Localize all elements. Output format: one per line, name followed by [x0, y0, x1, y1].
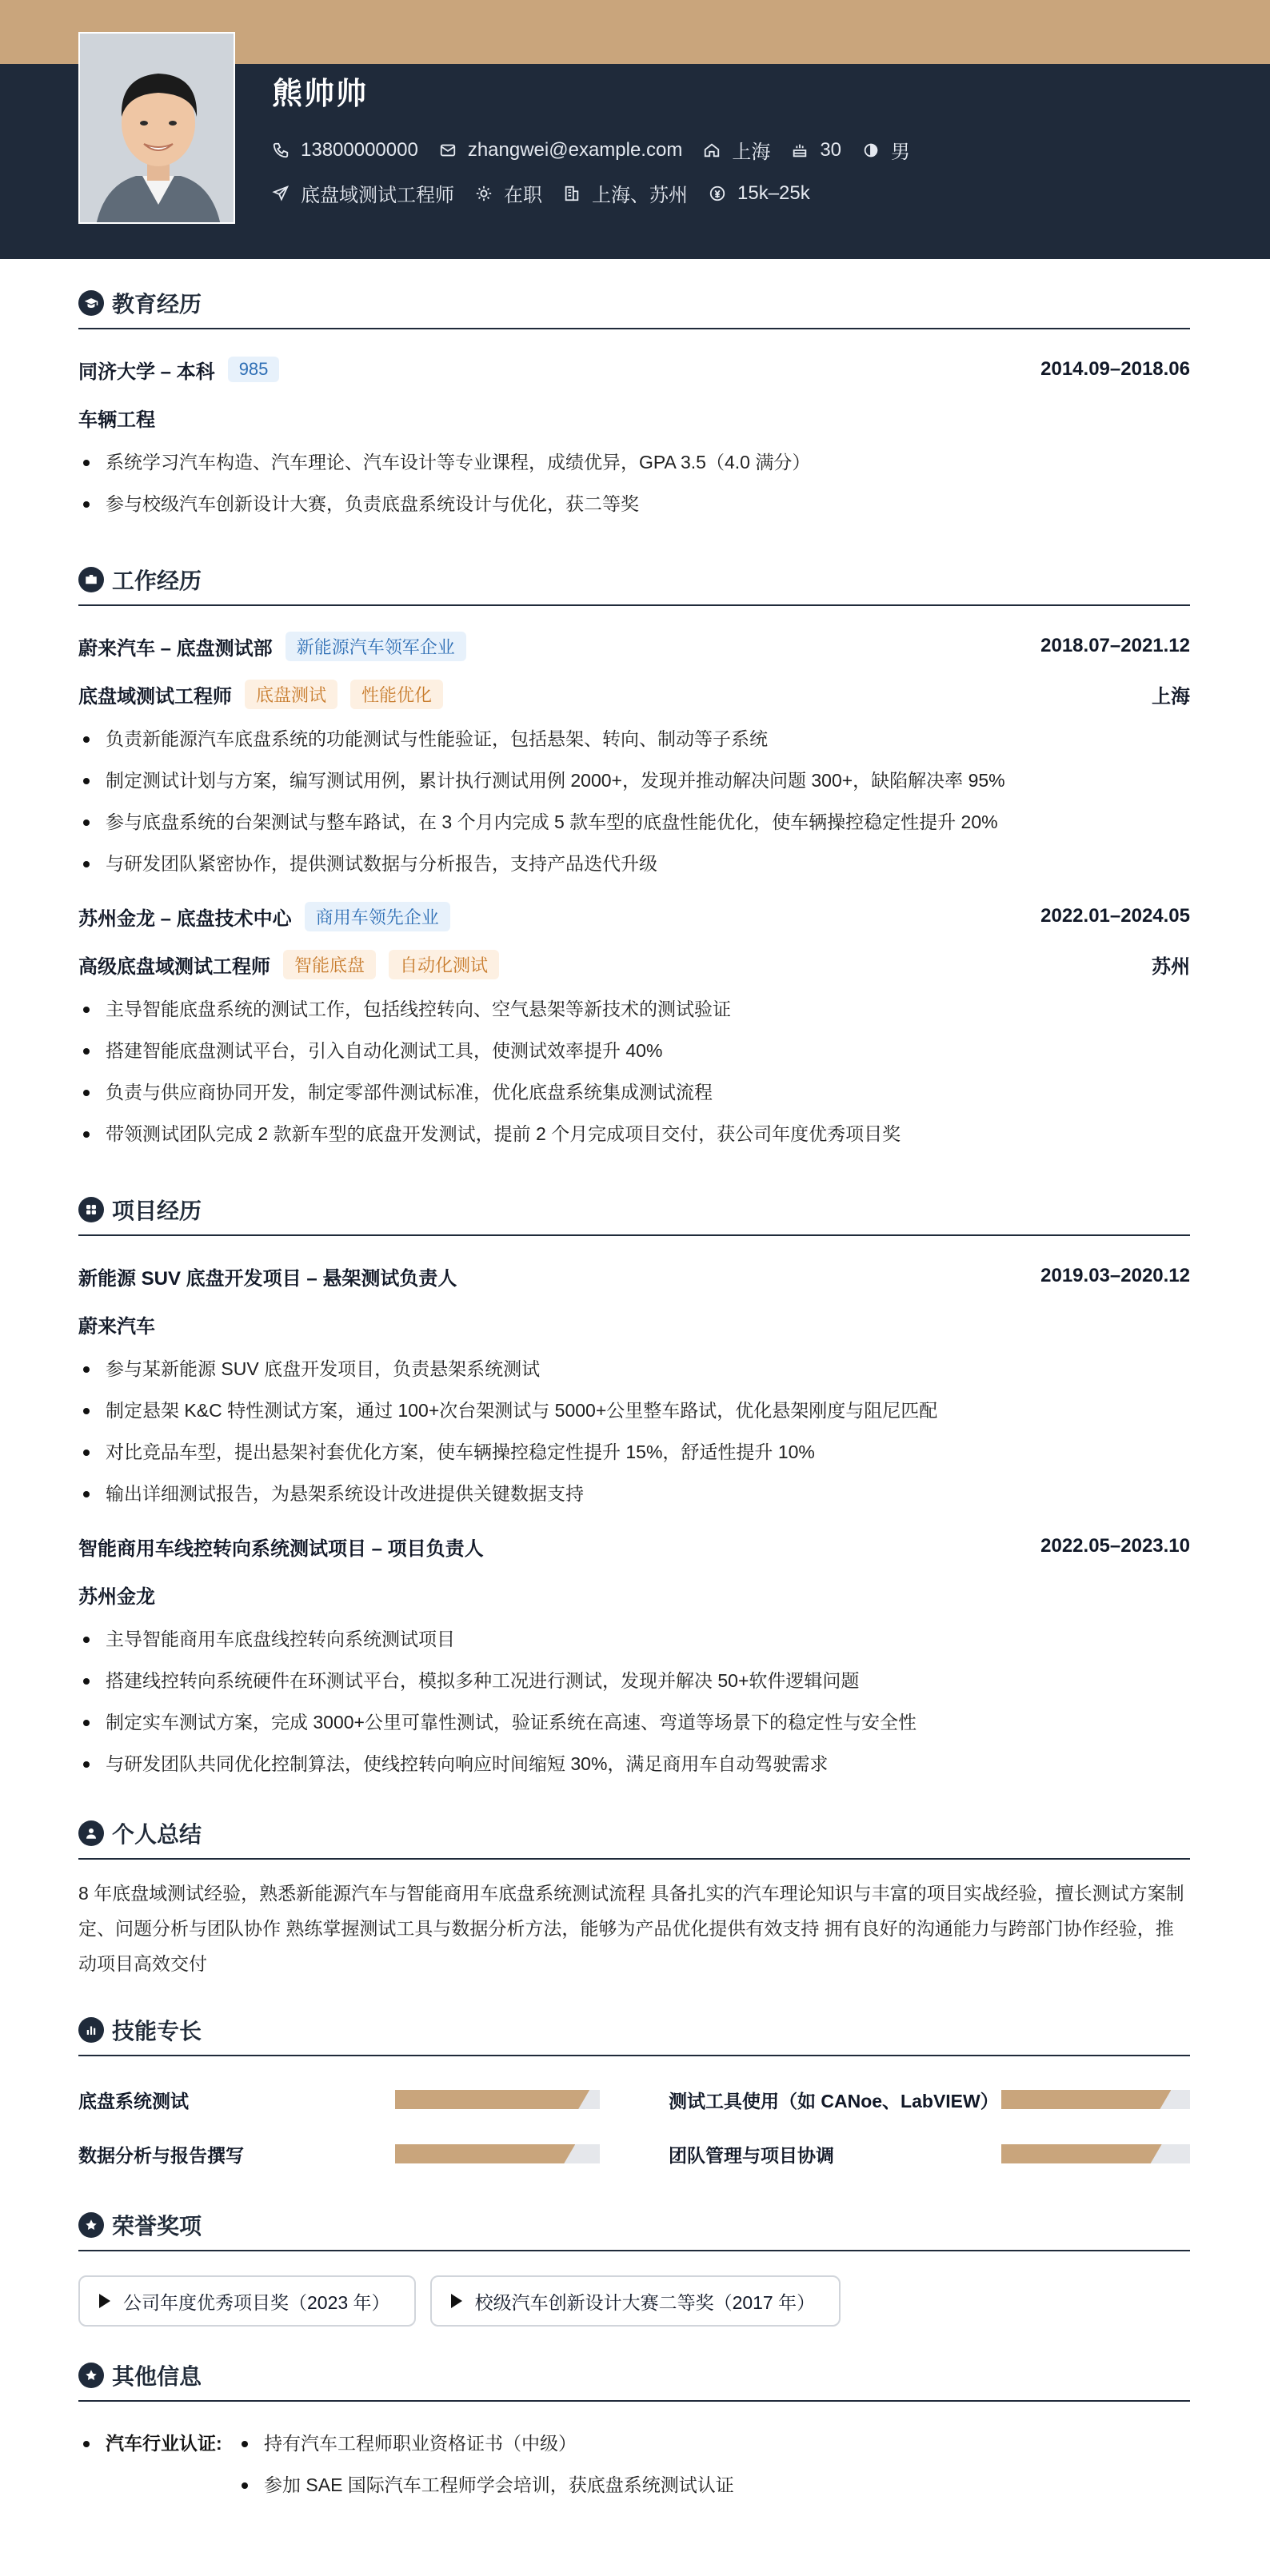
- summary-heading: [78, 1808, 1190, 1860]
- project-org: 苏州金龙: [78, 1585, 155, 1608]
- job-intent-row: [272, 179, 831, 207]
- company-name: 蔚来汽车 – 底盘测试部: [78, 637, 273, 660]
- chart-icon: [78, 2017, 104, 2043]
- summary-section: [78, 1808, 1190, 1981]
- age-item: [791, 139, 841, 161]
- work-bullets: [78, 718, 1190, 884]
- major-row: [78, 393, 1190, 441]
- skill-bar-fill: [395, 2090, 589, 2109]
- city-item: [703, 136, 770, 164]
- list-item: 参与校级汽车创新设计大赛，负责底盘系统设计与优化，获二等奖: [78, 483, 1190, 524]
- work-city: 上海: [1152, 685, 1190, 708]
- mail-icon: [439, 142, 457, 159]
- phone-item: [272, 139, 418, 161]
- role-tag: 性能优化: [350, 680, 443, 709]
- projects-heading: [78, 1185, 1190, 1236]
- work-city: 苏州: [1152, 955, 1190, 978]
- skill-label: 测试工具使用（如 CANoe、LabVIEW）: [669, 2090, 999, 2111]
- list-item: 制定悬架 K&C 特性测试方案，通过 100+次台架测试与 5000+公里整车路试，优化悬架刚度与阻尼匹配: [78, 1390, 1190, 1431]
- list-item: 与研发团队紧密协作，提供测试数据与分析报告，支持产品迭代升级: [78, 843, 1190, 884]
- skill-bar-fill: [1001, 2090, 1171, 2109]
- project-row: [78, 1252, 1190, 1300]
- status-item: [475, 179, 542, 207]
- skill-bar: [1001, 2144, 1190, 2163]
- list-item: 搭建智能底盘测试平台，引入自动化测试工具，使测试效率提升 40%: [78, 1030, 1190, 1071]
- email-item: [439, 139, 683, 161]
- other-title: 其他信息: [112, 2364, 202, 2389]
- skills-heading: [78, 2005, 1190, 2056]
- work-title: 工作经历: [112, 568, 202, 593]
- phone-icon: [272, 142, 290, 159]
- work-bullets: [78, 988, 1190, 1154]
- projects-title: 项目经历: [112, 1198, 202, 1223]
- salary-item: [709, 182, 810, 205]
- work-city-text: 上海、苏州: [592, 185, 688, 206]
- role-name: 高级底盘域测试工程师: [78, 955, 270, 978]
- company-name: 苏州金龙 – 底盘技术中心: [78, 907, 292, 930]
- gender-icon: [862, 142, 880, 159]
- contact-row: [272, 136, 931, 164]
- money-icon: [709, 185, 726, 202]
- education-row: [78, 345, 1190, 393]
- avatar: [78, 32, 235, 224]
- education-title: 教育经历: [112, 292, 202, 317]
- list-item: 制定测试计划与方案，编写测试用例，累计执行测试用例 2000+，发现并推动解决问题 300+，缺陷解决率 95%: [78, 760, 1190, 801]
- work-section: [78, 555, 1190, 1154]
- work-role-row: [78, 670, 1190, 718]
- send-icon: [272, 185, 290, 202]
- skill-label: 团队管理与项目协调: [669, 2144, 834, 2166]
- role-name: 底盘域测试工程师: [78, 685, 232, 708]
- skill-item: [669, 2127, 1190, 2181]
- work-company-row: [78, 892, 1190, 940]
- age-text: 30: [820, 138, 842, 161]
- work-city-item: [563, 179, 688, 207]
- list-item: 持有汽车工程师职业资格证书（中级）: [237, 2422, 734, 2464]
- project-name: 智能商用车线控转向系统测试项目 – 项目负责人: [78, 1537, 484, 1560]
- list-item: 参与底盘系统的台架测试与整车路试，在 3 个月内完成 5 款车型的底盘性能优化，使车辆操控稳定性提升 20%: [78, 801, 1190, 843]
- status-text: 在职: [504, 185, 542, 206]
- projects-section: [78, 1185, 1190, 1784]
- list-item: 主导智能底盘系统的测试工作，包括线控转向、空气悬架等新技术的测试验证: [78, 988, 1190, 1030]
- list-item: 输出详细测试报告，为悬架系统设计改进提供关键数据支持: [78, 1473, 1190, 1514]
- skill-bar-fill: [395, 2144, 575, 2163]
- avatar-photo: [80, 34, 235, 224]
- school-name: 同济大学 – 本科: [78, 361, 215, 383]
- list-item: 与研发团队共同优化控制算法，使线控转向响应时间缩短 30%，满足商用车自动驾驶需求: [78, 1743, 1190, 1784]
- salary-text: 15k–25k: [737, 181, 810, 204]
- project-org-row: [78, 1300, 1190, 1348]
- work-date: 2022.01–2024.05: [1040, 905, 1190, 927]
- list-item: 带领测试团队完成 2 款新车型的底盘开发测试，提前 2 个月完成项目交付，获公司年度优秀项目奖: [78, 1113, 1190, 1154]
- play-triangle-icon: [451, 2294, 462, 2308]
- list-item: 参与某新能源 SUV 底盘开发项目，负责悬架系统测试: [78, 1348, 1190, 1390]
- list-item: 参加 SAE 国际汽车工程师学会培训，获底盘系统测试认证: [237, 2464, 734, 2506]
- gender-item: [862, 136, 910, 164]
- project-date: 2022.05–2023.10: [1040, 1535, 1190, 1557]
- skill-bar: [395, 2144, 600, 2163]
- work-role-row: [78, 940, 1190, 988]
- award-text: 公司年度优秀项目奖（2023 年）: [123, 2291, 390, 2313]
- education-heading: [78, 278, 1190, 329]
- skills-section: [78, 2005, 1190, 2181]
- skill-bar: [395, 2090, 600, 2109]
- skill-item: [78, 2127, 600, 2181]
- company-tag: 商用车领先企业: [305, 902, 450, 931]
- skill-label: 底盘系统测试: [78, 2090, 189, 2111]
- role-tag: 智能底盘: [283, 950, 376, 979]
- other-list: [78, 2422, 1190, 2506]
- school-tag: 985: [228, 357, 280, 382]
- skills-title: 技能专长: [112, 2019, 202, 2044]
- email-text: zhangwei@example.com: [467, 138, 683, 161]
- award-icon: [78, 2212, 104, 2238]
- play-triangle-icon: [99, 2294, 110, 2308]
- list-item: 系统学习汽车构造、汽车理论、汽车设计等专业课程，成绩优异，GPA 3.5（4.0 满分）: [78, 441, 1190, 483]
- education-date: 2014.09–2018.06: [1040, 358, 1190, 380]
- gender-text: 男: [891, 142, 911, 163]
- list-item: 对比竞品车型，提出悬架衬套优化方案，使车辆操控稳定性提升 15%，舒适性提升 10%: [78, 1431, 1190, 1473]
- awards-section: [78, 2200, 1190, 2327]
- candidate-name: 熊帅帅: [272, 78, 369, 111]
- company-tag: 新能源汽车领军企业: [286, 632, 466, 661]
- award-text: 校级汽车创新设计大赛二等奖（2017 年）: [474, 2291, 816, 2313]
- certification-bullets: [237, 2422, 734, 2506]
- work-company-row: [78, 622, 1190, 670]
- project-row: [78, 1522, 1190, 1570]
- awards-list: [78, 2275, 1190, 2327]
- resume-body: [78, 259, 1190, 2506]
- certification-label: 汽车行业认证:: [78, 2422, 237, 2506]
- awards-title: 荣誉奖项: [112, 2214, 202, 2239]
- role-tag: 底盘测试: [245, 680, 337, 709]
- project-org-row: [78, 1570, 1190, 1618]
- skill-label: 数据分析与报告撰写: [78, 2144, 244, 2166]
- summary-title: 个人总结: [112, 1822, 202, 1847]
- project-date: 2019.03–2020.12: [1040, 1265, 1190, 1286]
- city-text: 上海: [732, 142, 771, 163]
- award-chip: [430, 2275, 841, 2327]
- position-item: [272, 179, 454, 207]
- list-item: 负责新能源汽车底盘系统的功能测试与性能验证，包括悬架、转向、制动等子系统: [78, 718, 1190, 760]
- work-date: 2018.07–2021.12: [1040, 635, 1190, 656]
- phone-text: 13800000000: [301, 138, 418, 161]
- work-heading: [78, 555, 1190, 606]
- list-item: 负责与供应商协同开发，制定零部件测试标准，优化底盘系统集成测试流程: [78, 1071, 1190, 1113]
- info-icon: [78, 2363, 104, 2388]
- briefcase-icon: [78, 567, 104, 592]
- graduation-cap-icon: [78, 290, 104, 316]
- other-section: [78, 2351, 1190, 2506]
- skill-item: [669, 2072, 1190, 2127]
- education-section: [78, 278, 1190, 524]
- skill-bar: [1001, 2090, 1190, 2109]
- status-icon: [475, 185, 493, 202]
- user-icon: [78, 1820, 104, 1846]
- position-text: 底盘域测试工程师: [301, 185, 454, 206]
- major-name: 车辆工程: [78, 409, 155, 431]
- role-tag: 自动化测试: [389, 950, 499, 979]
- list-item: 搭建线控转向系统硬件在环测试平台，模拟多种工况进行测试，发现并解决 50+软件逻辑问题: [78, 1660, 1190, 1701]
- home-icon: [703, 142, 721, 159]
- other-heading: [78, 2351, 1190, 2402]
- summary-text: 8 年底盘域测试经验，熟悉新能源汽车与智能商用车底盘系统测试流程 具备扎实的汽车理论知识与丰富的项目实战经验，擅长测试方案制定、问题分析与团队协作 熟练掌握测试工具与数据分析方法，能够为产品优化提供有效支持 拥有良好的沟通能力与跨部门协作经验，推动项目高效交付: [78, 1883, 1184, 1974]
- list-item: 制定实车测试方案，完成 3000+公里可靠性测试，验证系统在高速、弯道等场景下的稳定性与安全性: [78, 1701, 1190, 1743]
- project-name: 新能源 SUV 底盘开发项目 – 悬架测试负责人: [78, 1267, 457, 1290]
- building-icon: [563, 185, 581, 202]
- cake-icon: [791, 142, 809, 159]
- project-org: 蔚来汽车: [78, 1315, 155, 1338]
- list-item: 主导智能商用车底盘线控转向系统测试项目: [78, 1618, 1190, 1660]
- skills-grid: [78, 2072, 1190, 2181]
- awards-heading: [78, 2200, 1190, 2251]
- grid-icon: [78, 1197, 104, 1222]
- skill-item: [78, 2072, 600, 2127]
- header-banner: [0, 64, 1270, 259]
- award-chip: [78, 2275, 416, 2327]
- project-bullets: [78, 1618, 1190, 1784]
- project-bullets: [78, 1348, 1190, 1514]
- education-bullets: [78, 441, 1190, 524]
- skill-bar-fill: [1001, 2144, 1162, 2163]
